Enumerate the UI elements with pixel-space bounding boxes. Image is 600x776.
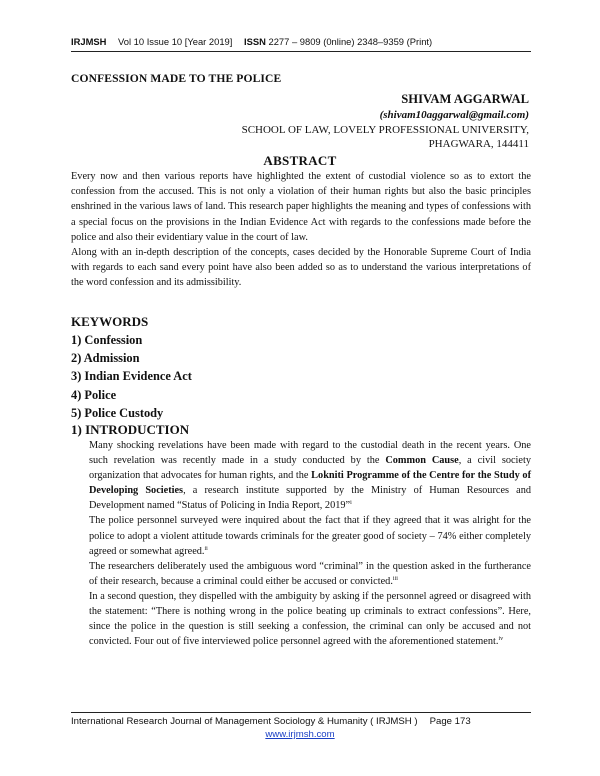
org-name-lokniti: Lokniti Programme of the Centre for the Study of Developing Societies xyxy=(89,470,531,497)
author-email: (shivam10aggarwal@gmail.com) xyxy=(379,109,529,121)
footer-divider xyxy=(71,712,531,713)
website-link[interactable]: www.irjmsh.com xyxy=(265,729,335,740)
intro-text: , a research institute supported by the Ministry of Human Resources and Development named “Status of Policing in India Report, 2019” xyxy=(89,485,532,512)
header-divider xyxy=(71,51,531,52)
intro-paragraph-3 xyxy=(89,559,531,589)
running-header xyxy=(71,36,531,47)
endnote-marker[interactable]: iv xyxy=(498,636,504,643)
abstract-paragraph: Every now and then various reports have highlighted the extent of custodial violence so as to extort the confession from the accused. This is not only a violation of their human rights but also the basic principles enshrined in the various laws of land. This research paper highlights the meaning and types of confessions with a special focus on the provisions in the Indian Evidence Act with regards to the confessions made before the police and also their evidentiary value in the court of law. xyxy=(71,171,531,243)
page-number: Page 173 xyxy=(429,716,471,727)
introduction-heading: 1) INTRODUCTION xyxy=(71,422,190,437)
intro-text: , a civil society organization that advocates for human rights, and the xyxy=(89,455,531,482)
volume-issue: Vol 10 Issue 10 xyxy=(118,36,183,47)
intro-text: The researchers deliberately used the ambiguous word “criminal” in the question asked in the furtherance of their research, because a criminal could either be accused or convicted. xyxy=(89,560,531,587)
abstract-heading: ABSTRACT xyxy=(263,153,337,168)
intro-paragraph-2 xyxy=(89,513,531,558)
author-name: SHIVAM AGGARWAL xyxy=(401,92,529,106)
affiliation-line-2: PHAGWARA, 144411 xyxy=(428,138,529,150)
issn-value: 2277 – 9809 (0nline) 2348–9359 (Print) xyxy=(268,36,433,47)
keyword-item: 3) Indian Evidence Act xyxy=(71,369,192,384)
affiliation-line-1: SCHOOL OF LAW, LOVELY PROFESSIONAL UNIVERSITY, xyxy=(241,124,529,136)
issn-label: ISSN xyxy=(243,36,266,47)
running-footer xyxy=(71,716,531,727)
endnote-marker[interactable]: ii xyxy=(204,545,208,552)
endnote-marker[interactable]: i xyxy=(350,500,352,507)
journal-full-name: International Research Journal of Management Sociology & Humanity ( IRJMSH ) xyxy=(71,716,418,727)
intro-text: The police personnel surveyed were inquired about the fact that if they agreed that it was alright for the police to adopt a violent attitude towards criminals for the greater good of society – 74% either completely agreed or somewhat agreed. xyxy=(89,515,531,557)
keyword-item: 1) Confession xyxy=(71,333,143,347)
keywords-list xyxy=(71,331,192,422)
website xyxy=(0,729,600,740)
introduction-body xyxy=(89,438,531,649)
keyword-item: 4) Police xyxy=(71,387,117,402)
intro-paragraph-4 xyxy=(89,589,531,649)
year: [Year 2019] xyxy=(184,36,233,47)
intro-text: Many shocking revelations have been made with regard to the custodial death in the recent years. One such revelation was recently made in a study conducted by the xyxy=(89,440,531,467)
endnote-marker[interactable]: iii xyxy=(392,575,398,582)
paper-title: CONFESSION MADE TO THE POLICE xyxy=(71,72,282,85)
journal-abbrev: IRJMSH xyxy=(71,36,107,47)
intro-text: In a second question, they dispelled with the ambiguity by asking if the personnel agreed or disagreed with the statement: “There is nothing wrong in the police beating up criminals to extract confessions”. Here, since the police in the question is still seeking a confession, the criminal can only be accused and not convicted. Four out of five interviewed police personnel agreed with the aforementioned statement. xyxy=(89,590,531,648)
keywords-heading: KEYWORDS xyxy=(71,314,149,329)
keyword-item: 2) Admission xyxy=(71,351,140,366)
intro-paragraph-1 xyxy=(89,438,531,513)
abstract-paragraph: Along with an in-depth description of the concepts, cases decided by the Honorable Supreme Court of India with regards to each sand every point have also been added so as to understand the various interpretations of the word confession and its admissibility. xyxy=(71,247,531,289)
org-name-common-cause: Common Cause xyxy=(385,455,459,467)
abstract-body xyxy=(71,169,531,291)
keyword-item: 5) Police Custody xyxy=(71,405,164,420)
